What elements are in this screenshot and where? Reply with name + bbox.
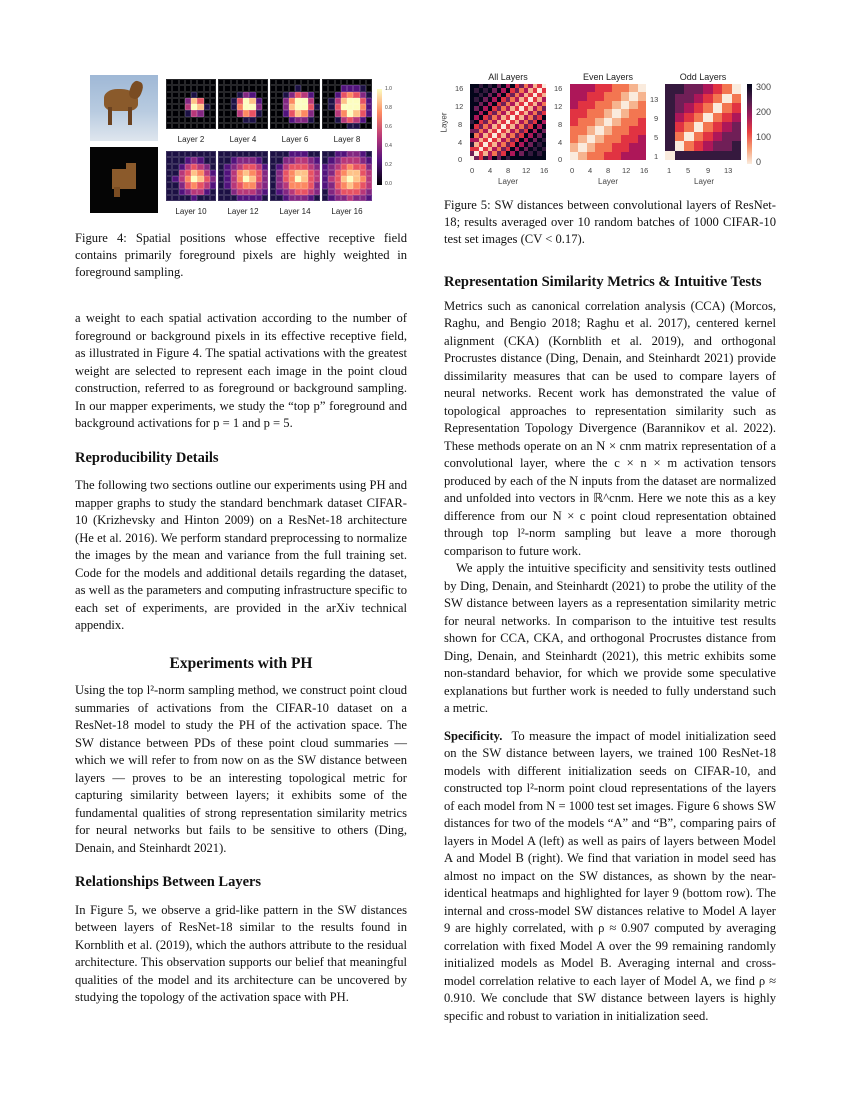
x-tick: 12 xyxy=(622,166,631,175)
section-heading: Representation Similarity Metrics & Intuitive Tests xyxy=(444,274,762,290)
right-column xyxy=(444,274,776,1025)
layer-label: Layer 8 xyxy=(333,135,361,144)
masked-horse-image xyxy=(90,147,158,213)
receptive-field-map xyxy=(322,79,372,129)
x-tick: 0 xyxy=(570,166,575,175)
receptive-field-map xyxy=(322,151,372,201)
colorbar-tick: 200 xyxy=(756,107,772,117)
y-tick: 16 xyxy=(455,84,464,93)
x-tick: 12 xyxy=(522,166,531,175)
colorbar xyxy=(377,89,382,185)
paragraph-text: To measure the impact of model initialization seed on the SW distance between layers, we trained 100 ResNet-18 models with different initialization seeds on CIFAR-10, and constructed top l²-norm point cloud representations of the layers of each model from N = 1000 test set images. Figure 6 shows SW distances for two of the models “A” and “B”, comparing pairs of layers in Model A (left) as well as pairs of layers between Model A and Model B (right). We find that variation in model seed has almost no impact on the SW distances, as shown by the near-identical heatmaps and highlighted for layer 9 (bottom row). The internal and cross-model SW distances relative to Model A layer 9 are highly correlated, with ρ ≈ 0.907 computed by averaging correlation with fixed Model A over the 99 remaining randomly initialized models as Model B. Averaging internal and cross-model correlation relative to each layer of Model A, we find ρ ≈ 0.910. We conclude that SW distance between layers is highly specific and robust to variation in initialization seed. xyxy=(444,728,776,1023)
layer-label: Layer 16 xyxy=(331,207,363,216)
paragraph-heading: Specificity. xyxy=(444,728,503,743)
y-tick: 0 xyxy=(458,155,463,164)
y-tick: 8 xyxy=(458,120,463,129)
horse-image xyxy=(90,75,158,141)
figure-4-caption: Figure 4: Spatial positions whose effective receptive field contains primarily foreground pixels are highly weighted in foreground sampling. xyxy=(75,231,407,279)
colorbar-tick: 0.6 xyxy=(385,124,392,130)
x-axis-label: Layer xyxy=(598,177,619,186)
colorbar-tick: 100 xyxy=(756,132,772,142)
x-tick: 9 xyxy=(706,166,711,175)
y-tick: 9 xyxy=(654,114,659,123)
left-column xyxy=(75,310,407,1007)
panel-title: All Layers xyxy=(488,72,528,82)
y-tick: 12 xyxy=(554,102,563,111)
layer-label: Layer 10 xyxy=(175,207,207,216)
receptive-field-map xyxy=(166,79,216,129)
x-tick: 8 xyxy=(606,166,611,175)
paragraph: a weight to each spatial activation according to the number of foreground or background pixels in its effective receptive field, as illustrated in Figure 4. The spatial activations with the greatest weight are selected to represent each image in the point cloud construction, referred to as foreground or background sampling. In our mapper experiments, we study the “top p” foreground and background activations for p = 1 and p = 5. xyxy=(75,311,407,430)
receptive-field-map xyxy=(270,79,320,129)
receptive-field-map xyxy=(166,151,216,201)
colorbar-tick: 1.0 xyxy=(385,86,392,92)
y-tick: 4 xyxy=(558,138,563,147)
x-axis-label: Layer xyxy=(498,177,519,186)
receptive-field-map xyxy=(218,79,268,129)
x-tick: 16 xyxy=(540,166,549,175)
layer-label: Layer 2 xyxy=(177,135,205,144)
colorbar-tick: 0 xyxy=(756,157,762,167)
section-heading: Reproducibility Details xyxy=(75,449,219,466)
y-tick: 0 xyxy=(558,155,563,164)
paragraph: Metrics such as canonical correlation analysis (CCA) (Morcos, Raghu, and Bengio 2018; Raghu et al. 2017), centered kernel alignment (CKA) (Kornblith et al. 2019), and orthogonal Procrustes distance (Ding, Denain, and Steinhardt 2021) provide dissimilarity measures that can be used to compare layers of neural networks. Recent work has demonstrated the value of topological approaches to representation similarity such as Representation Topology Divergence (Barannikov et al. 2022). These methods operate on an N × cnm matrix representation of a convolutional layer, where the c × n × m activation tensors produced by each of the N inputs from the dataset are normalized and unfolded into vectors in ℝ^cnm. Here we note this as a key difference from our N × c point cloud representation obtained through top l²-norm sampling but leave a more thorough comparison to future work. xyxy=(444,298,776,558)
y-tick: 12 xyxy=(455,102,464,111)
x-tick: 4 xyxy=(588,166,593,175)
y-tick: 8 xyxy=(558,120,563,129)
layer-label: Layer 14 xyxy=(279,207,311,216)
y-axis-label: Layer xyxy=(439,112,449,133)
paragraph: The following two sections outline our experiments using PH and mapper graphs to study the standard benchmark dataset CIFAR-10 (Krizhevsky and Hinton 2009) on a ResNet-18 architecture (He et al. 2016). We perform standard preprocessing to normalize the images by the mean and variance from the full training set. Code for the models and additional details regarding the dataset, as well as the parameters and computing infrastructure specific to each set of experiments, are provided in the arXiv technical appendix. xyxy=(75,478,407,632)
heatmap-odd-layers xyxy=(665,84,741,160)
y-tick: 5 xyxy=(654,133,659,142)
receptive-field-map xyxy=(218,151,268,201)
layer-label: Layer 4 xyxy=(229,135,257,144)
panel-title: Even Layers xyxy=(582,72,634,82)
receptive-field-map xyxy=(270,151,320,201)
heatmap-all-layers xyxy=(470,84,546,160)
x-tick: 5 xyxy=(686,166,691,175)
colorbar xyxy=(747,84,752,164)
colorbar-tick: 0.0 xyxy=(385,181,392,187)
y-tick: 16 xyxy=(554,84,563,93)
section-heading: Experiments with PH xyxy=(169,654,313,672)
x-tick: 8 xyxy=(506,166,511,175)
x-axis-label: Layer xyxy=(694,177,715,186)
figure-4 xyxy=(90,75,390,225)
panel-title: Odd Layers xyxy=(679,72,727,82)
figure-5 xyxy=(440,70,780,195)
x-tick: 4 xyxy=(488,166,493,175)
y-tick: 4 xyxy=(458,138,463,147)
paragraph: We apply the intuitive specificity and sensitivity tests outlined by Ding, Denain, and Steinhardt (2021) to probe the utility of the SW distance between layers as a representation similarity metric for neural networks. In comparison to the intuitive test results shown for CCA, CKA, and orthogonal Procrustes distance from Ding, Denain, and Steinhardt (2021), this metric exhibits some non-standard behavior, for which we provide some speculative explanations but further work is needed to fully understand such a metric. xyxy=(444,561,776,715)
x-tick: 0 xyxy=(470,166,475,175)
paragraph: In Figure 5, we observe a grid-like pattern in the SW distances between layers of ResNet-18 similar to the results found in Kornblith et al. (2019), which the authors attribute to the residual architecture. This observation supports our belief that meaningful qualities of the model and its architecture can be uncovered by studying the topology of the activation space with PH. xyxy=(75,902,407,1004)
colorbar-tick: 0.2 xyxy=(385,162,392,168)
layer-label: Layer 6 xyxy=(281,135,309,144)
paragraph xyxy=(444,728,776,1026)
heatmap-even-layers xyxy=(570,84,646,160)
colorbar-tick: 300 xyxy=(756,82,772,92)
x-tick: 1 xyxy=(667,166,672,175)
layer-label: Layer 12 xyxy=(227,207,259,216)
y-tick: 13 xyxy=(650,95,659,104)
figure-5-caption: Figure 5: SW distances between convolutional layers of ResNet-18; results averaged over 10 random batches of 1000 CIFAR-10 test set images (CV < 0.17). xyxy=(444,198,776,246)
paragraph: Using the top l²-norm sampling method, we construct point cloud summaries of activations from the CIFAR-10 dataset on a ResNet-18 model to study the PH of the activation space. The SW distance between PDs of these point cloud summaries — which we will refer to from now on as the SW distance between layers — proves to be an interesting topological metric for capturing similarity between layers; it exhibits some of the fundamental qualities of strong representation similarity metrics for neural networks but fails to be sensitive to others (Ding, Denain, and Steinhardt 2021). xyxy=(75,683,407,855)
colorbar-tick: 0.8 xyxy=(385,105,392,111)
x-tick: 16 xyxy=(640,166,649,175)
colorbar-tick: 0.4 xyxy=(385,143,392,149)
y-tick: 1 xyxy=(654,152,659,161)
x-tick: 13 xyxy=(724,166,733,175)
section-heading: Relationships Between Layers xyxy=(75,874,262,890)
